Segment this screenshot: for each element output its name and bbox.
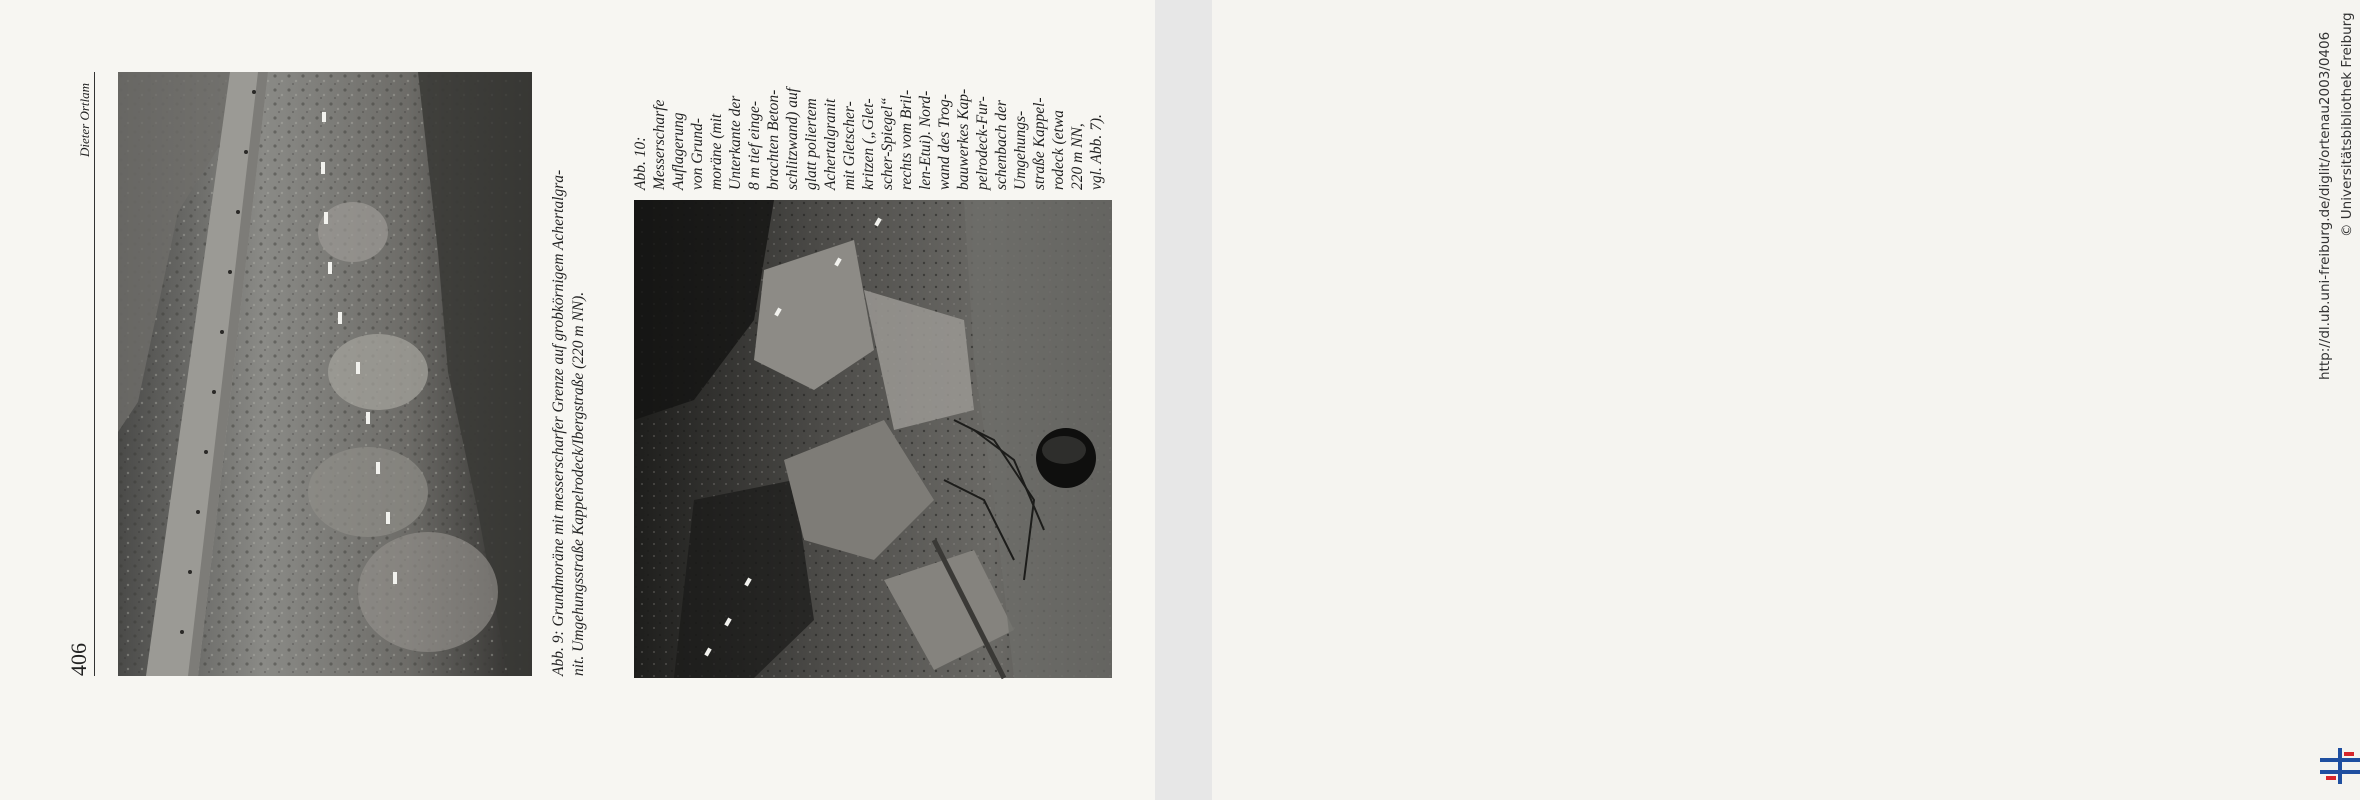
figure-10-caption-line: moräne (mit (708, 113, 725, 190)
figure-9-caption-line-1: Abb. 9: Grundmoräne mit messerscharfer Grenze auf grobkörnigem Achertalgra- (550, 169, 567, 676)
figure-10-caption-line: schlitzwand) auf (784, 87, 801, 190)
figure-10-caption-line: brachten Beton- (765, 89, 782, 190)
figure-10-caption-line: 8 m tief einge- (746, 100, 763, 190)
figure-10-caption-line: schenbach der (993, 100, 1010, 190)
figure-10-caption-line: len-Etui). Nord- (917, 90, 934, 190)
figure-10-caption-line: glatt poliertem (803, 98, 820, 190)
figure-10-caption-line: rodeck (etwa (1050, 110, 1067, 190)
figure-10-caption-line: Auflagerung (670, 112, 687, 190)
figure-10-caption-line: straße Kappel- (1031, 97, 1048, 190)
figure-10-caption-line: Achertalgranit (822, 98, 839, 190)
figure-10-caption (632, 0, 651, 190)
page-number: 406 (66, 643, 91, 676)
figure-10-caption-line: rechts vom Bril- (898, 89, 915, 190)
figure-10-caption-line: bauwerkes Kap- (955, 88, 972, 190)
figure-10-caption-line: Unterkante der (727, 95, 744, 190)
figure-9-caption-line-2: nit. Umgehungsstraße Kappelrodeck/Ibergstraße (220 m NN). (570, 291, 587, 676)
figure-10-caption-line: scher-Spiegel“ (879, 97, 896, 190)
figure-10-caption-line: kritzen („Glet- (860, 98, 877, 190)
author-header: Dieter Ortlam (77, 82, 92, 157)
figure-10-caption-line: Umgehungs- (1012, 110, 1029, 190)
library-sidebar (1155, 0, 2355, 800)
copyright-notice: © Universitätsbibliothek Freiburg (2339, 12, 2355, 237)
figure-10-caption-line: pelrodeck-Fur- (974, 96, 991, 190)
source-url-link[interactable]: http://dl.ub.uni-freiburg.de/diglit/ortenau2003/0406 (2317, 31, 2333, 380)
document-page (0, 0, 1155, 800)
figure-10-caption-line: Abb. 10: (632, 136, 649, 190)
figure-10-caption-line: vgl. Abb. 7). (1088, 114, 1105, 190)
figure-10-caption-line: wand des Trog- (936, 94, 953, 190)
figure-10-caption-line: mit Gletscher- (841, 101, 858, 190)
figure-10-caption-line: von Grund- (689, 118, 706, 190)
figure-10-photo (634, 200, 1112, 678)
header-rule (94, 72, 95, 676)
library-logo-icon (2320, 748, 2360, 784)
figure-10-caption-line: 220 m NN, (1069, 123, 1086, 190)
figure-10-caption-line: Messerscharfe (651, 99, 668, 190)
figure-9-photo (118, 72, 532, 676)
